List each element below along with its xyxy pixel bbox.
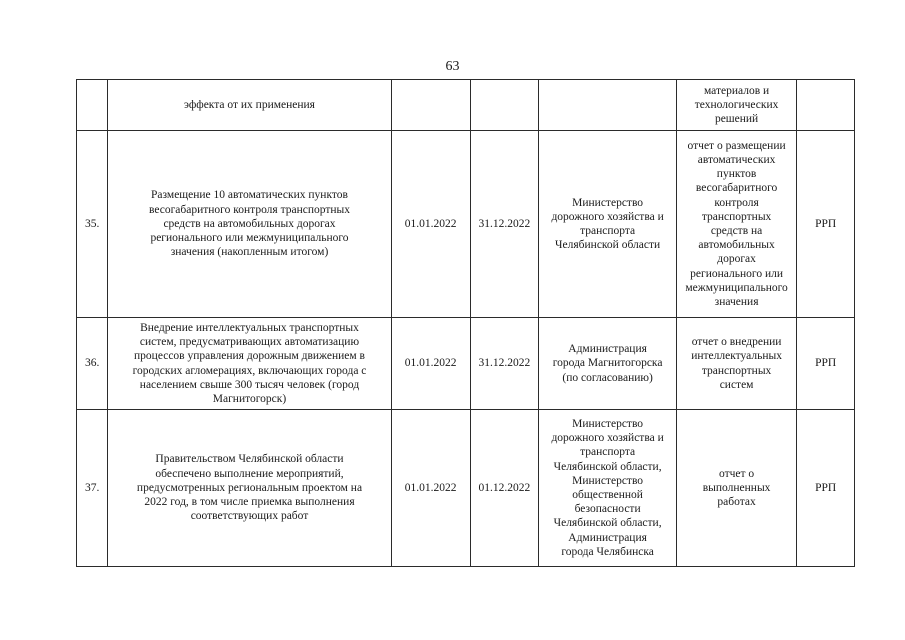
activity-name-line: систем, предусматривающих автоматизацию — [139, 336, 360, 349]
control-level: РРП — [797, 410, 855, 567]
responsible-line: Министерство — [572, 474, 644, 487]
responsible-line: Администрация — [568, 531, 647, 544]
activity-name-line: Внедрение интеллектуальных транспортных — [140, 321, 359, 334]
result-document-line: пунктов — [716, 168, 757, 181]
activity-name-line: эффекта от их применения — [184, 98, 315, 111]
responsible — [539, 410, 677, 567]
result-document-line: автоматических — [697, 153, 776, 166]
table-row — [77, 318, 855, 410]
result-document — [676, 80, 796, 131]
start-date: 01.01.2022 — [391, 131, 470, 318]
responsible — [539, 318, 677, 410]
start-date: 01.01.2022 — [391, 318, 470, 410]
result-document-line: средств на — [710, 225, 763, 237]
row-number: 35. — [77, 131, 108, 318]
responsible-line: Министерство — [572, 196, 644, 209]
activity-name-line: процессов управления дорожным движением в — [134, 350, 365, 363]
control-level: РРП — [797, 318, 855, 410]
activity-name-line: Размещение 10 автоматических пунктов — [151, 189, 348, 202]
row-number — [77, 80, 108, 131]
result-document-line: транспортных — [701, 364, 772, 377]
activity-name — [108, 80, 391, 131]
result-document-line: транспортных — [701, 210, 772, 223]
result-document-line: регионального или — [690, 267, 783, 280]
table-row — [77, 80, 855, 131]
activity-name-line: 2022 год, в том числе приемка выполнения — [144, 496, 355, 509]
table-row — [77, 410, 855, 567]
control-level: РРП — [797, 131, 855, 318]
start-date — [391, 80, 470, 131]
row-number: 36. — [77, 318, 108, 410]
responsible-line: города Магнитогорска — [552, 357, 663, 370]
responsible — [539, 131, 677, 318]
result-document — [676, 131, 796, 318]
responsible-line: дорожного хозяйства и — [551, 210, 664, 223]
result-document-line: технологических — [694, 98, 779, 111]
result-document-line: интеллектуальных — [691, 350, 782, 363]
result-document-line: межмуниципального — [685, 281, 788, 294]
end-date: 31.12.2022 — [470, 131, 539, 318]
responsible — [539, 80, 677, 131]
activity-name-line: соответствующих работ — [190, 510, 309, 523]
result-document — [676, 410, 796, 567]
page-number: 63 — [445, 59, 460, 74]
activity-name-line: Правительством Челябинской области — [155, 453, 344, 466]
activity-name-line: Магнитогорск) — [212, 392, 287, 405]
activity-name — [108, 410, 391, 567]
result-document-line: решений — [714, 113, 759, 126]
activity-name-line: значения (накопленным итогом) — [170, 246, 329, 259]
activity-name-line: средств на автомобильных дорогах — [163, 217, 336, 230]
result-document-line: выполненных — [702, 481, 771, 494]
activity-name-line: обеспечено выполнение мероприятий, — [155, 467, 344, 480]
activity-name — [108, 318, 391, 410]
activity-name-line: населением свыше 300 тысяч человек (город — [139, 378, 360, 391]
responsible-line: (по согласованию) — [562, 371, 653, 384]
responsible-line: безопасности — [574, 503, 641, 516]
activity-name-line: весогабаритного контроля транспортных — [148, 203, 351, 216]
responsible-line: транспорта — [580, 446, 636, 459]
activities-table — [76, 79, 855, 567]
result-document-line: автомобильных — [698, 239, 775, 252]
responsible-line: транспорта — [580, 225, 636, 237]
control-level — [797, 80, 855, 131]
responsible-line: Челябинской области, — [553, 517, 662, 530]
responsible-line: Министерство — [572, 417, 644, 430]
responsible-line: города Челябинска — [561, 545, 654, 558]
result-document-line: отчет о внедрении — [691, 336, 782, 349]
activity-name-line: регионального или межмуниципального — [150, 232, 349, 245]
end-date: 31.12.2022 — [470, 318, 539, 410]
result-document-line: весогабаритного — [695, 182, 778, 195]
result-document-line: отчет о — [719, 467, 755, 480]
end-date — [470, 80, 539, 131]
result-document — [676, 318, 796, 410]
start-date: 01.01.2022 — [391, 410, 470, 567]
responsible-line: Челябинской области — [555, 239, 661, 252]
responsible-line: общественной — [572, 489, 643, 501]
responsible-line: дорожного хозяйства и — [551, 432, 664, 445]
end-date: 01.12.2022 — [470, 410, 539, 567]
result-document-line: значения — [714, 296, 759, 309]
table-row — [77, 131, 855, 318]
row-number: 37. — [77, 410, 108, 567]
result-document-line: работах — [717, 496, 756, 509]
result-document-line: контроля — [714, 196, 759, 209]
result-document-line: систем — [719, 378, 754, 391]
result-document-line: отчет о размещении — [687, 139, 786, 152]
result-document-line: материалов и — [703, 84, 770, 97]
responsible-line: Челябинской области, — [553, 460, 662, 473]
activity-name-line: предусмотренных региональным проектом на — [136, 481, 363, 494]
result-document-line: дорогах — [717, 253, 756, 266]
responsible-line: Администрация — [568, 343, 647, 356]
activity-name-line: городских агломерациях, включающих города с — [132, 364, 367, 377]
activity-name — [108, 131, 391, 318]
